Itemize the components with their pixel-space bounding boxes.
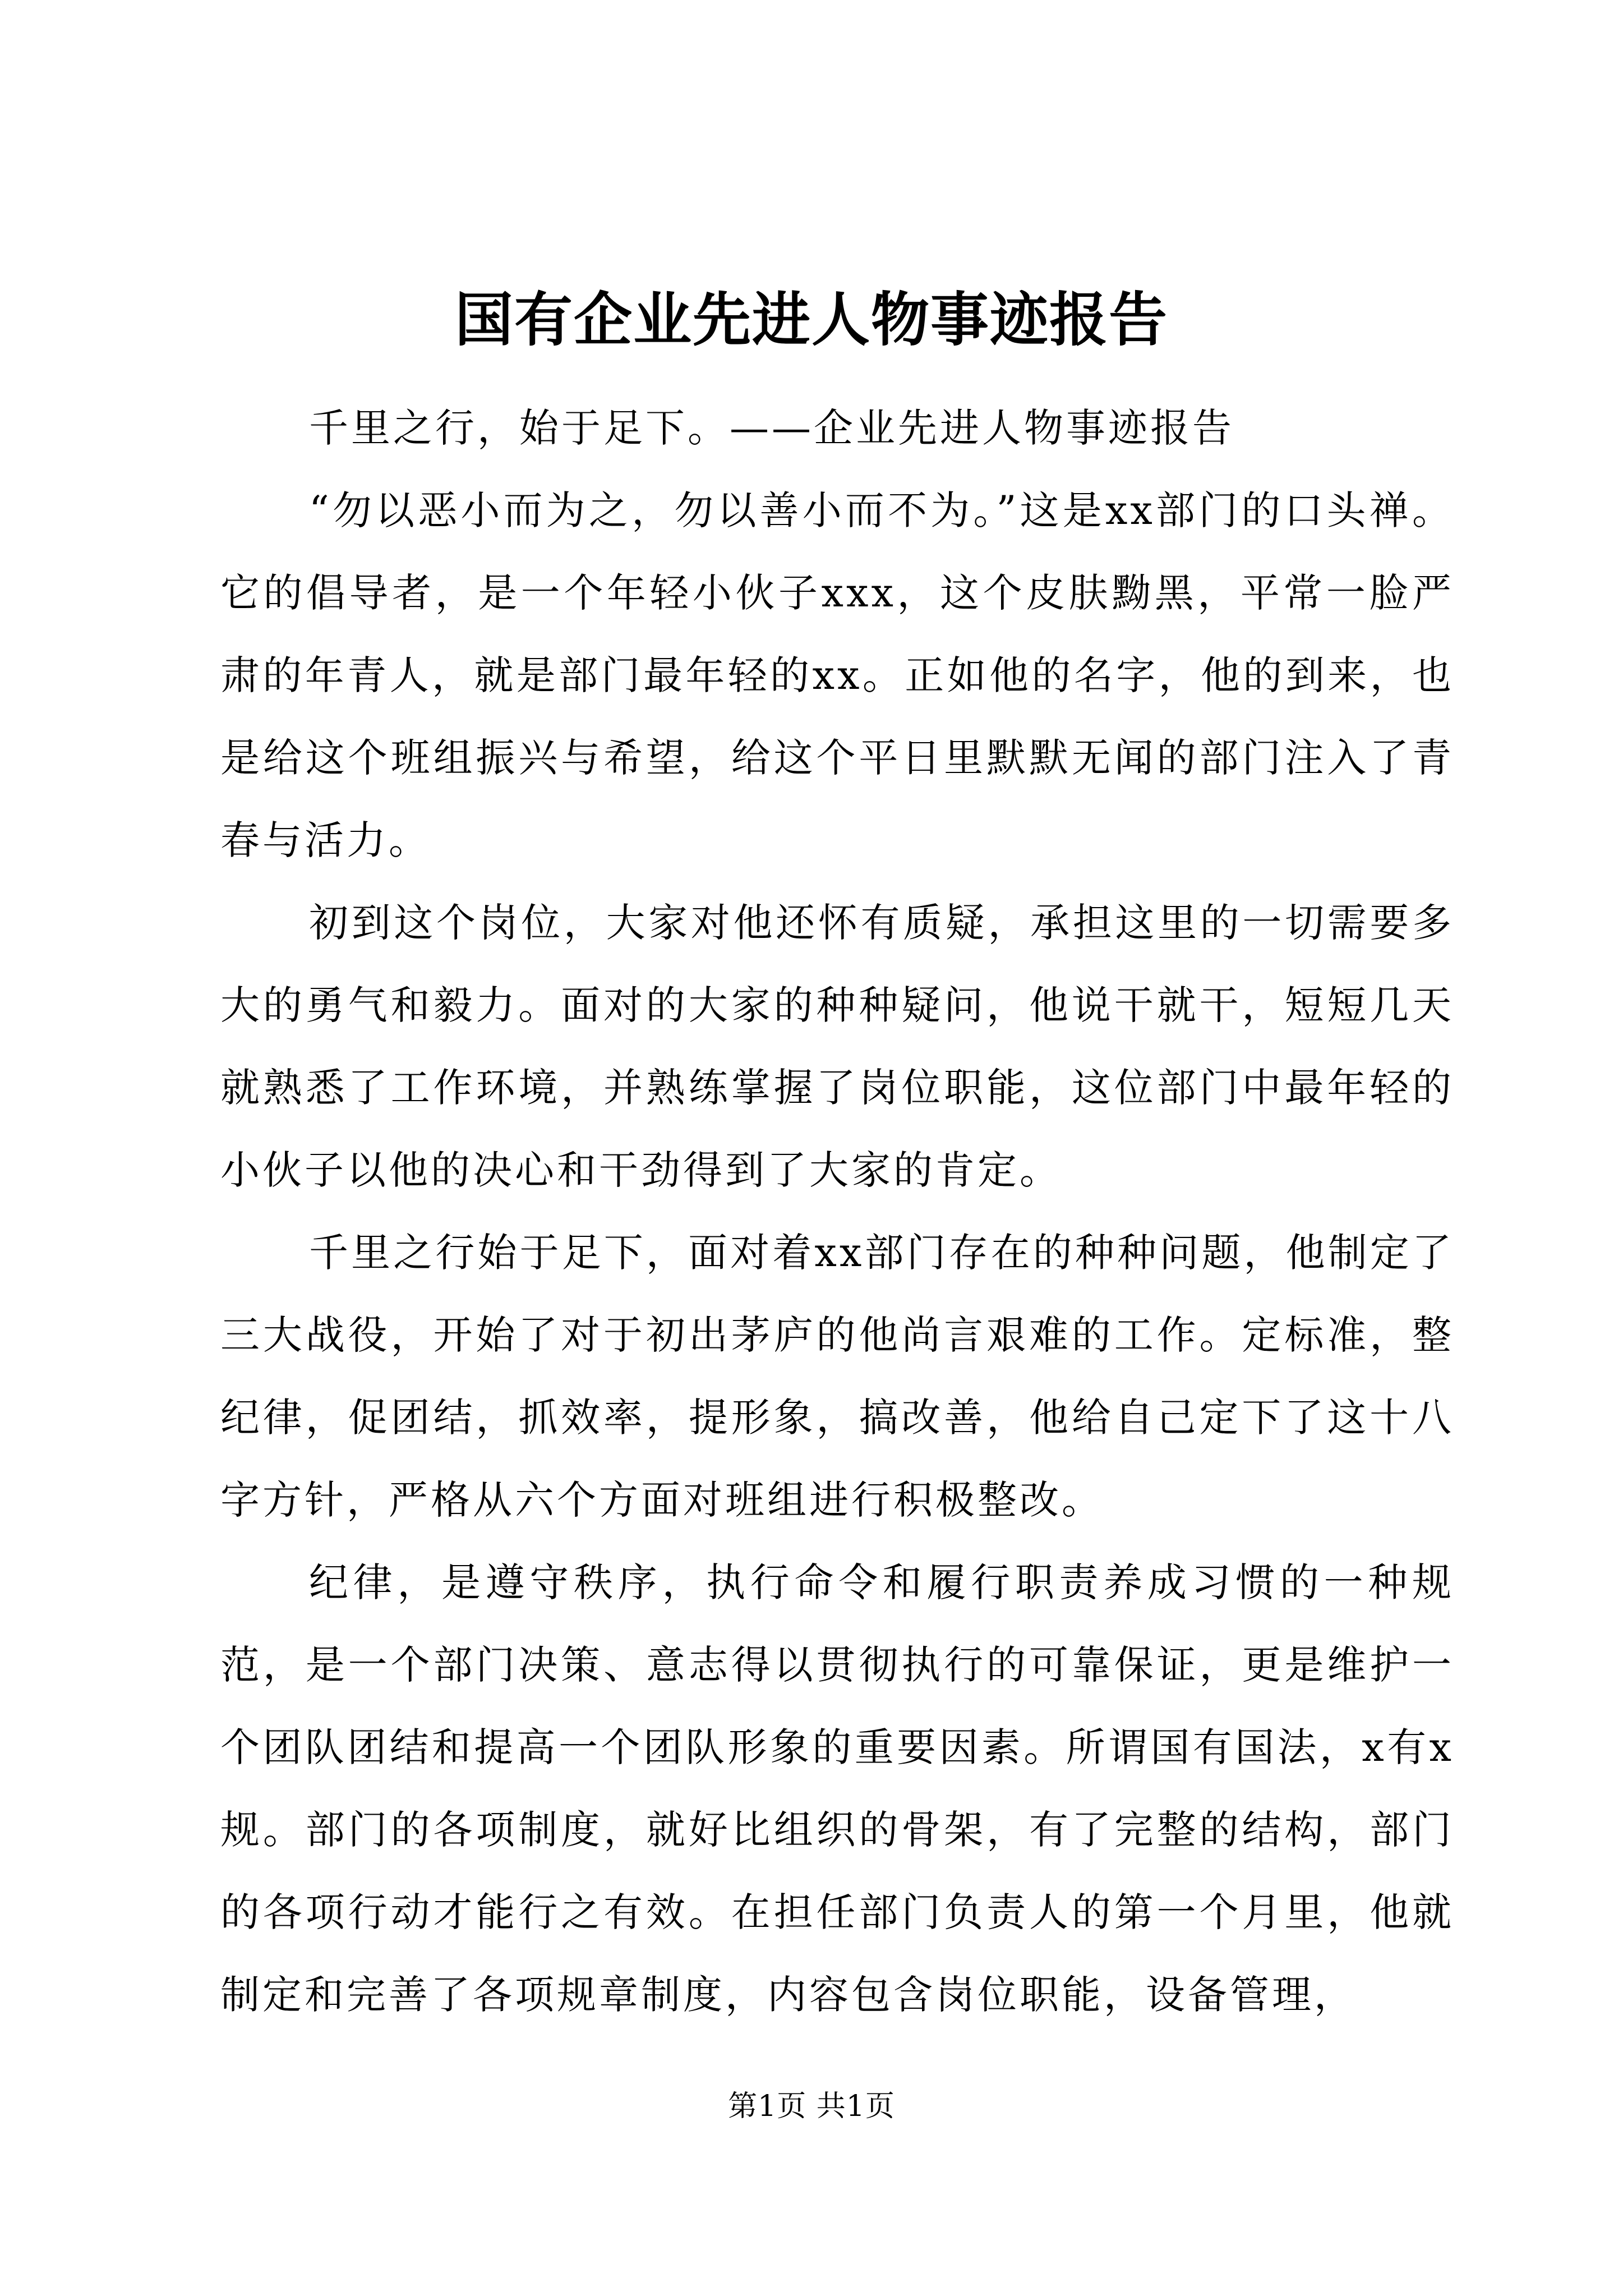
paragraph-discipline: 纪律，是遵守秩序，执行命令和履行职责养成习惯的一种规范，是一个部门决策、意志得以贯彻执行的可靠保证，更是维护一个团队团结和提高一个团队形象的重要因素。所谓国有国法，x有x规。部门的各项制度，就好比组织的骨架，有了完整的结构，部门的各项行动才能行之有效。在担任部门负责人的第一个月里，他就制定和完善了各项规章制度，内容包含岗位职能，设备管理， xyxy=(220,1559,1454,2018)
paragraph-intro: “勿以恶小而为之，勿以善小而不为。”这是xx部门的口头禅。它的倡导者，是一个年轻小伙子xxx，这个皮肤黝黑，平常一脸严肃的年青人，就是部门最年轻的xx。正如他的名字，他的到来，也是给这个班组振兴与希望，给这个平日里默默无闻的部门注入了青春与活力。 xyxy=(220,487,1454,863)
document-body xyxy=(220,387,1454,2036)
paragraph-new-role: 初到这个岗位，大家对他还怀有质疑，承担这里的一切需要多大的勇气和毅力。面对的大家的种种疑问，他说干就干，短短几天就熟悉了工作环境，并熟练掌握了岗位职能，这位部门中最年轻的小伙子以他的决心和干劲得到了大家的肯定。 xyxy=(220,900,1454,1193)
document-title: 国有企业先进人物事迹报告 xyxy=(454,285,1168,354)
page-footer: 第1页 共1页 xyxy=(728,2090,895,2123)
paragraph-subtitle: 千里之行，始于足下。——企业先进人物事迹报告 xyxy=(309,405,1234,451)
paragraph-three-campaigns: 千里之行始于足下，面对着xx部门存在的种种问题，他制定了三大战役，开始了对于初出茅庐的他尚言艰难的工作。定标准，整纪律，促团结，抓效率，提形象，搞改善，他给自己定下了这十八字方针，严格从六个方面对班组进行积极整改。 xyxy=(220,1230,1454,1523)
